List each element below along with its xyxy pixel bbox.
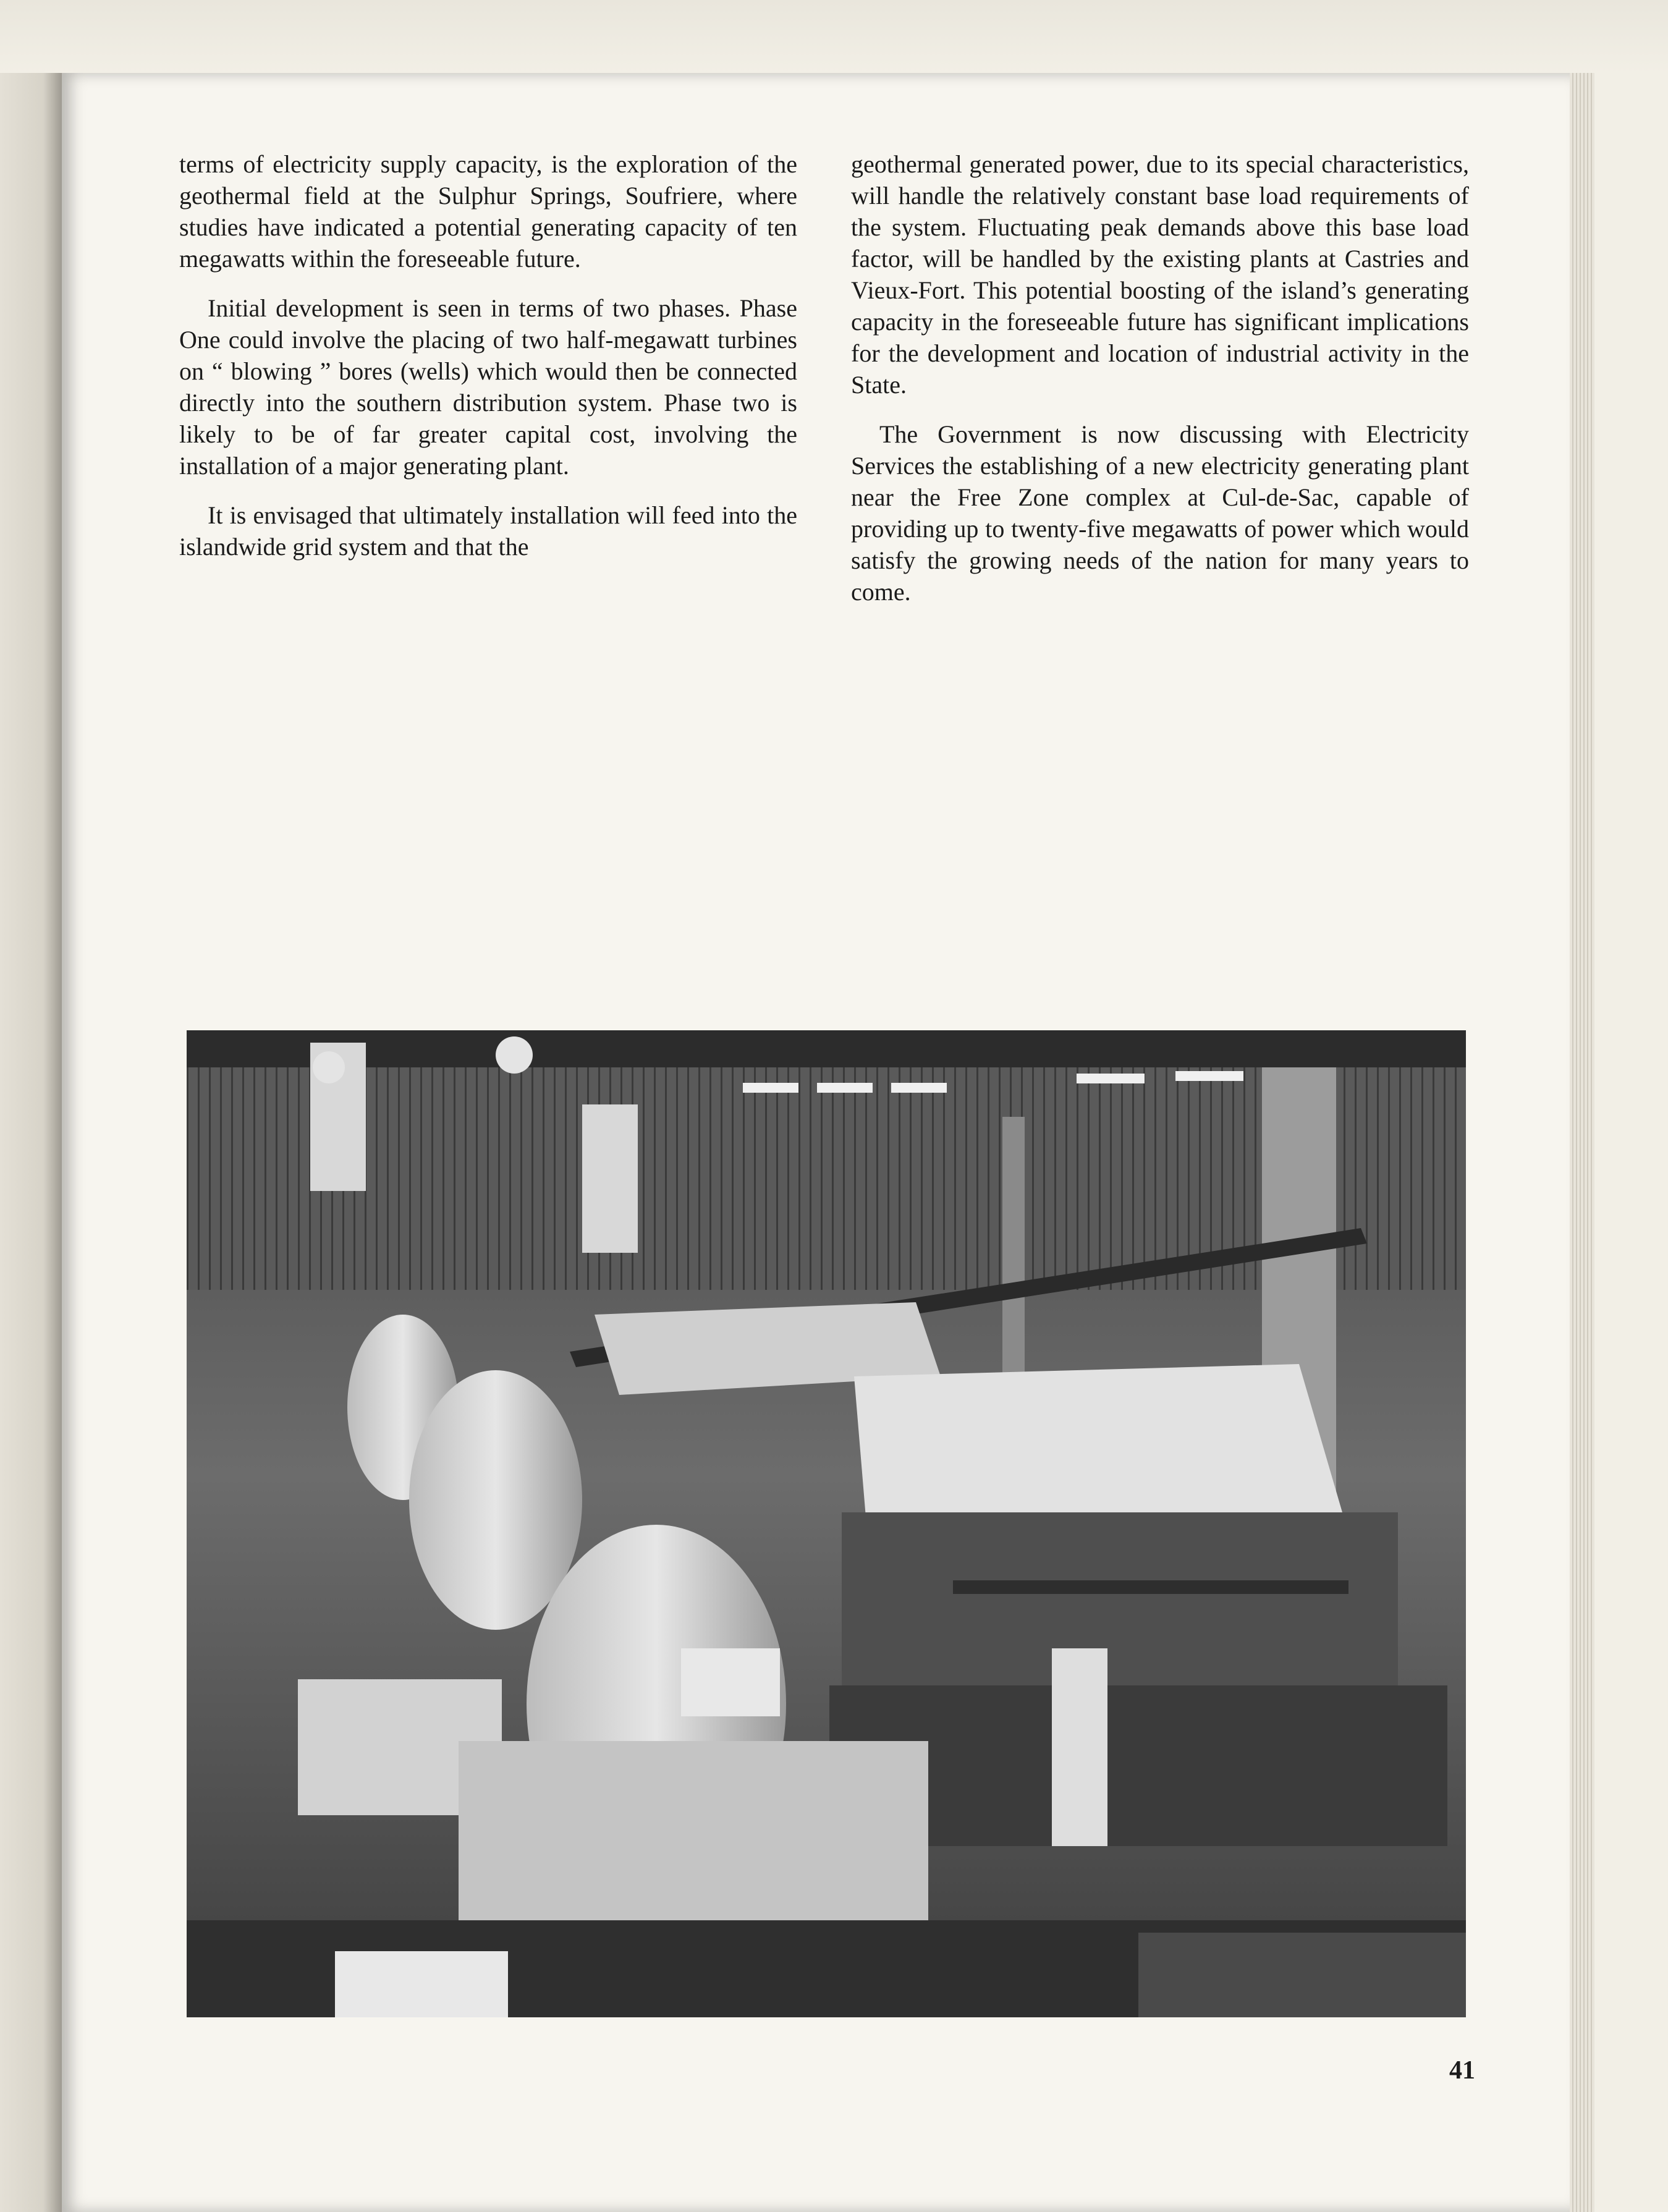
text-column-left	[179, 148, 797, 580]
generator-hall-illustration	[187, 1030, 1466, 2017]
text-column-right	[851, 148, 1469, 625]
paragraph: Initial development is seen in terms of two phases. Phase One could involve the placing of two half-megawatt turbines on “ blowing ” bores (wells) which would then be connected directly into the southern distribution system. Phase two is likely to be of far greater capital cost, involving the installation of a major generating plant.	[179, 294, 797, 480]
power-station-photo	[187, 1030, 1466, 2017]
scan-background	[0, 0, 1668, 74]
facing-page-edge	[0, 73, 62, 2212]
paragraph: geothermal generated power, due to its special characteristics, will handle the relatively constant base load requirements of the system. Fluctuating peak demands above this base load factor, will be handled by the existing plants at Castries and Vieux-Fort. This potential boosting of the island’s generating capacity in the foreseeable future has significant implications for the development and location of industrial activity in the State.	[851, 150, 1469, 399]
page-number: 41	[1449, 2056, 1475, 2085]
paragraph: terms of electricity supply capacity, is the exploration of the geothermal field at the Sulphur Springs, Soufriere, where studies have indicated a potential generating capacity of ten megawatts within the foreseeable future.	[179, 150, 797, 273]
page-stack-edge	[1570, 73, 1594, 2212]
paragraph: It is envisaged that ultimately installation will feed into the islandwide grid system and that the	[179, 501, 797, 561]
paragraph: The Government is now discussing with Electricity Services the establishing of a new electricity generating plant near the Free Zone complex at Cul-de-Sac, capable of providing up to twenty-five megawatts of power which would satisfy the growing needs of the nation for many years to come.	[851, 420, 1469, 606]
